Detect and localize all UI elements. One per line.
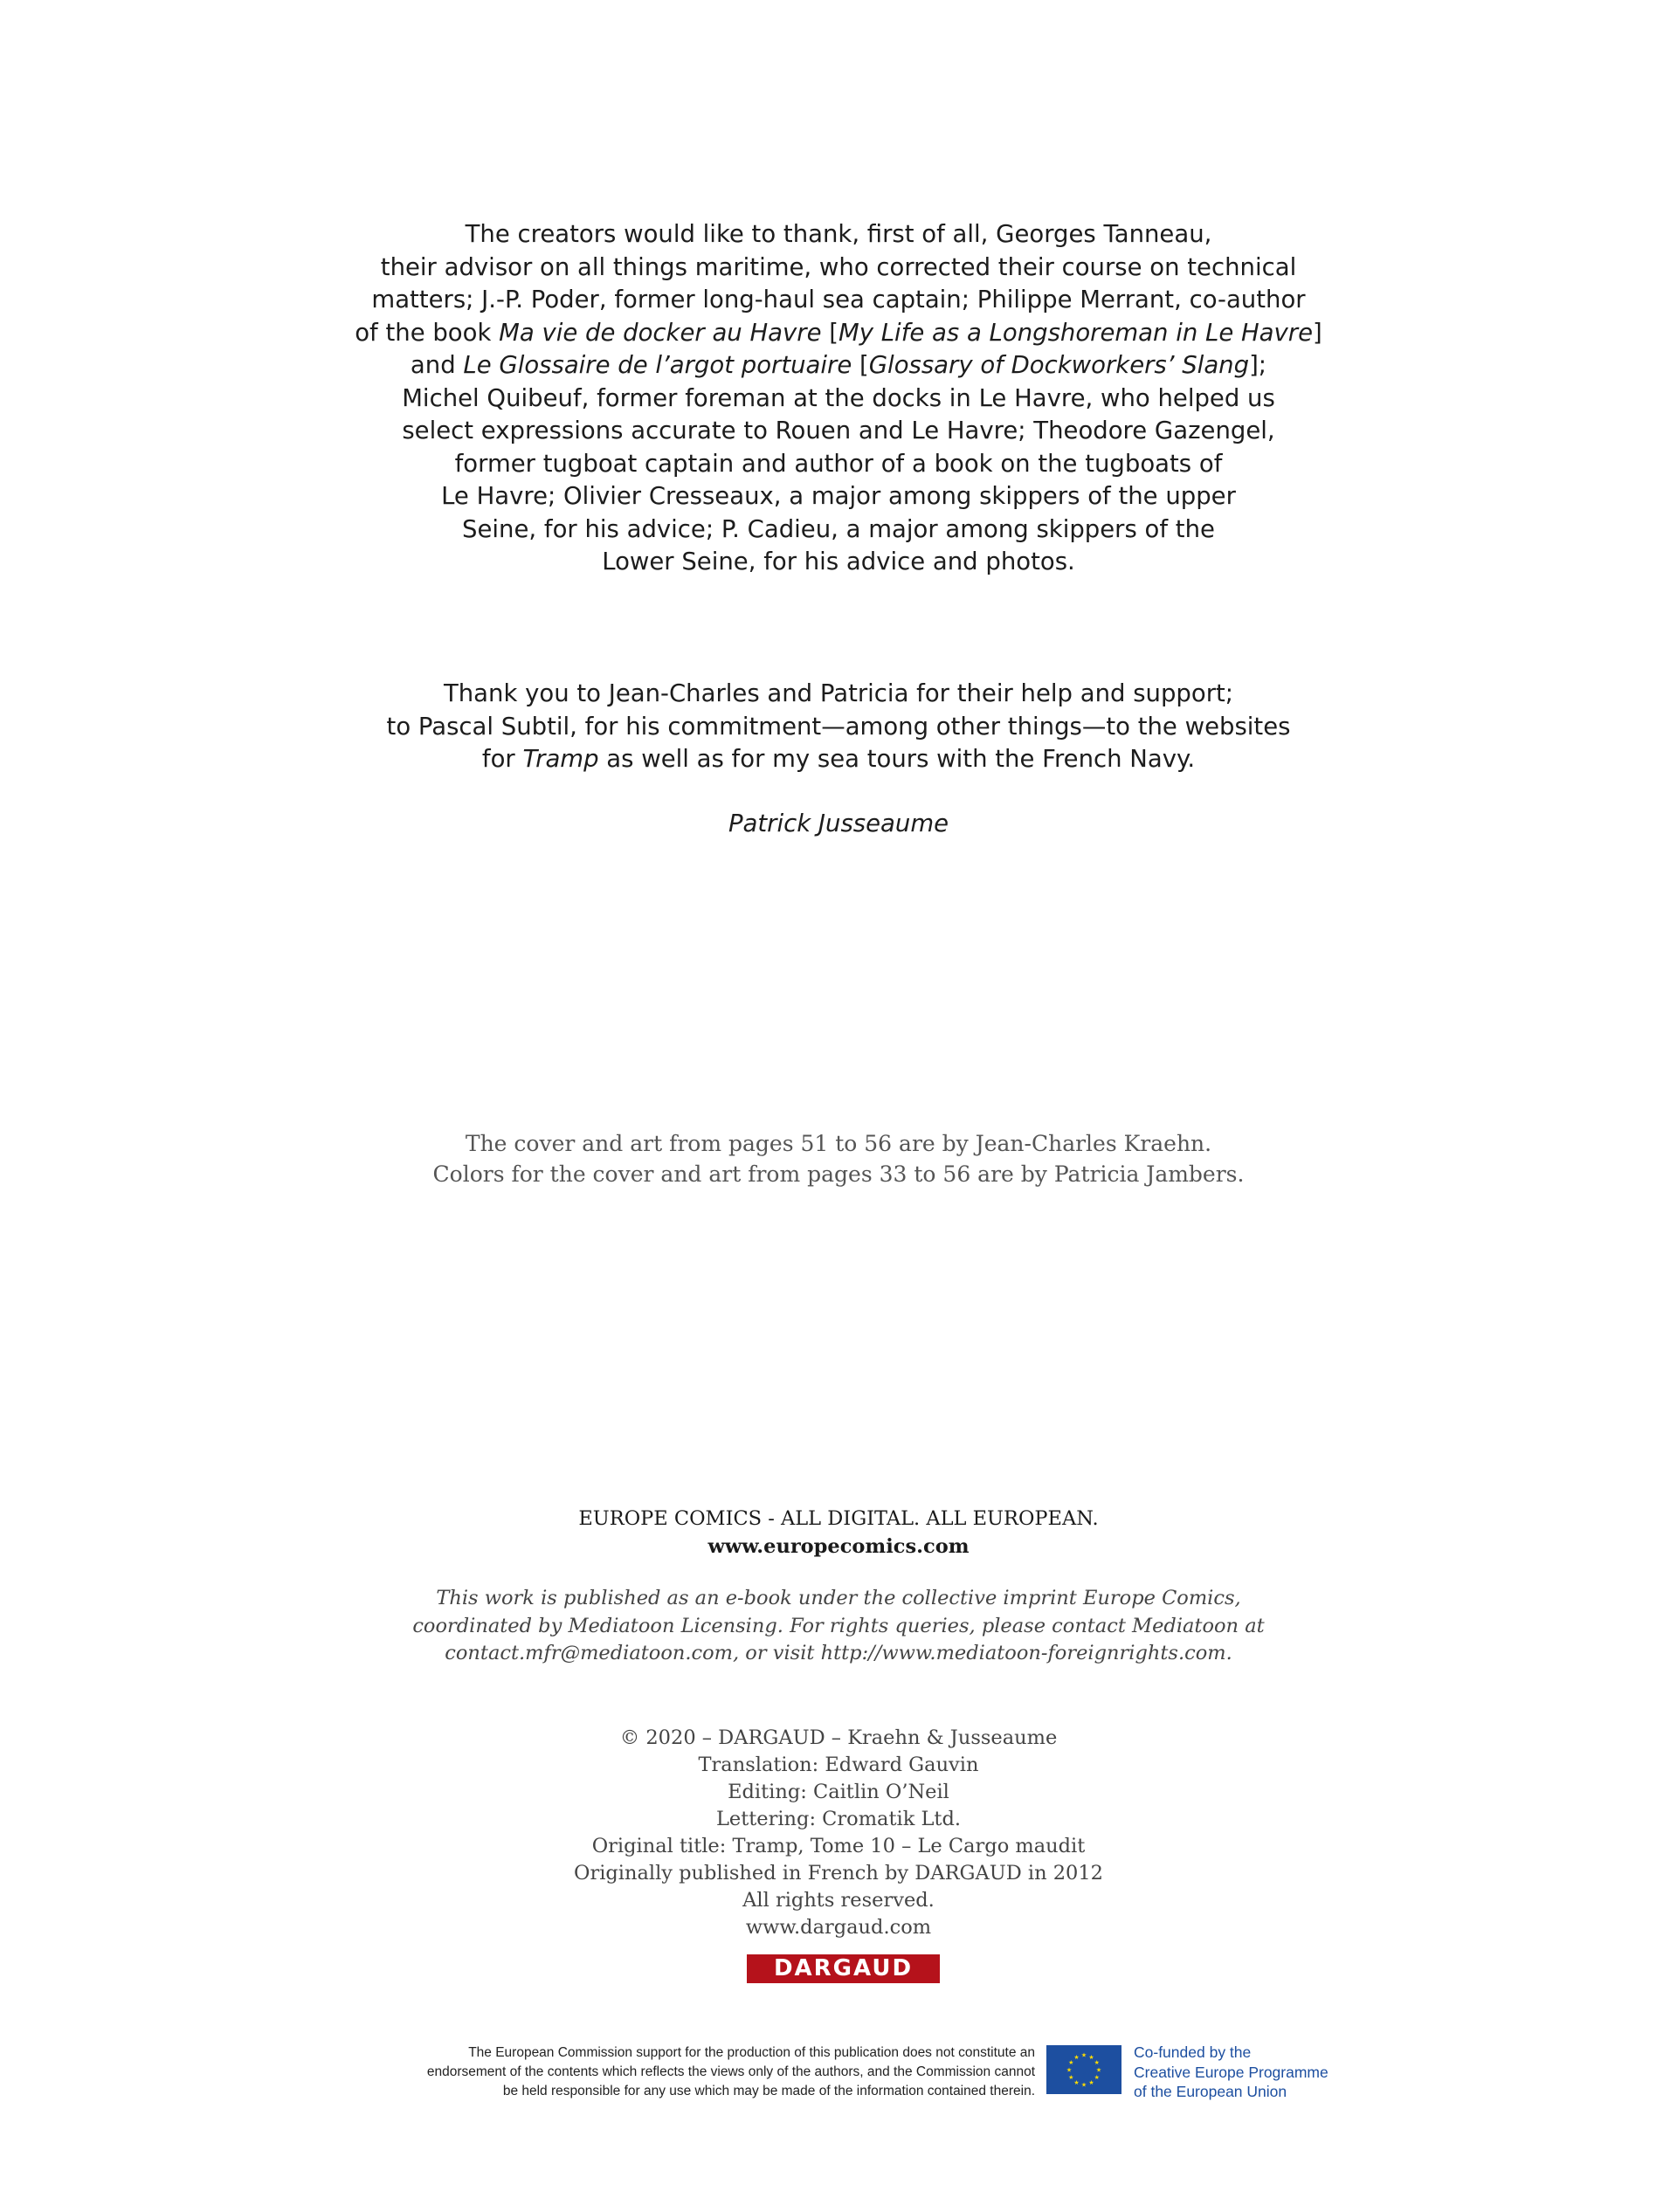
eu-flag-stars	[1046, 2045, 1121, 2094]
imprint-line: contact.mfr@mediatoon.com, or visit http://www.mediatoon-foreignrights.com.	[445, 1642, 1232, 1664]
original-publication: Originally published in French by DARGAUD in 2012	[574, 1862, 1103, 1885]
credit-line: The cover and art from pages 51 to 56 are by Jean-Charles Kraehn.	[465, 1131, 1212, 1156]
dargaud-logo	[747, 1954, 940, 1983]
imprint-line: This work is published as an e-book under the collective imprint Europe Comics,	[436, 1587, 1241, 1609]
ack-text: as well as for my sea tours with the French Navy.	[598, 745, 1196, 773]
translation-credit: Translation: Edward Gauvin	[698, 1754, 979, 1776]
ack-line	[0, 317, 1677, 350]
coop-line: of the European Union	[1134, 2083, 1287, 2100]
ack-text: [	[852, 351, 869, 379]
glossary-title-english: Glossary of Dockworkers’ Slang	[868, 351, 1250, 379]
dargaud-url[interactable]: www.dargaud.com	[745, 1916, 932, 1939]
colophon	[0, 1725, 1677, 1941]
eu-star-icon: ★	[1080, 2051, 1087, 2059]
eu-star-icon: ★	[1068, 2074, 1074, 2081]
ack-line: matters; J.-P. Poder, former long-haul sea captain; Philippe Merrant, co-author	[371, 286, 1306, 314]
eu-star-icon: ★	[1088, 2053, 1094, 2061]
ack-line: former tugboat captain and author of a book on the tugboats of	[454, 449, 1223, 478]
ack-line: their advisor on all things maritime, who corrected their course on technical	[380, 252, 1297, 281]
book-title-french: Ma vie de docker au Havre	[499, 318, 822, 347]
eu-star-icon: ★	[1088, 2079, 1094, 2087]
ack-line: Thank you to Jean-Charles and Patricia for their help and support;	[443, 679, 1234, 707]
ack-text: of the book	[355, 318, 500, 347]
dargaud-logo-text: DARGAUD	[773, 1955, 914, 1981]
copyright-line: © 2020 – DARGAUD – Kraehn & Jusseaume	[619, 1726, 1058, 1749]
eu-flag-icon	[1046, 2045, 1121, 2094]
glossary-title-french: Le Glossaire de l’argot portuaire	[463, 351, 852, 379]
publisher-tagline: EUROPE COMICS - ALL DIGITAL. ALL EUROPEAN.	[578, 1507, 1099, 1530]
series-title: Tramp	[522, 745, 599, 773]
coop-line: Creative Europe Programme	[1134, 2063, 1328, 2081]
eu-star-icon: ★	[1073, 2079, 1080, 2087]
ack-line	[0, 349, 1677, 382]
eu-star-icon: ★	[1095, 2066, 1102, 2074]
disclaimer-line: endorsement of the contents which reflects the views only of the authors, and the Commission cannot	[426, 2064, 1035, 2079]
publisher-info	[0, 1505, 1677, 1561]
author-signature: Patrick Jusseaume	[728, 810, 949, 837]
creative-europe-label	[1134, 2043, 1396, 2102]
eu-star-icon: ★	[1080, 2081, 1087, 2089]
eu-star-icon: ★	[1066, 2066, 1073, 2074]
ack-line: to Pascal Subtil, for his commitment—among other things—to the websites	[386, 712, 1291, 741]
imprint-line: coordinated by Mediatoon Licensing. For rights queries, please contact Mediatoon at	[412, 1614, 1265, 1637]
disclaimer-line: The European Commission support for the production of this publication does not constitute an	[468, 2045, 1035, 2060]
rights-reserved: All rights reserved.	[742, 1889, 935, 1912]
credit-line: Colors for the cover and art from pages 33 to 56 are by Patricia Jambers.	[432, 1161, 1245, 1187]
ack-text: for	[481, 745, 523, 773]
ack-line	[0, 743, 1677, 776]
eu-disclaimer	[332, 2043, 1035, 2101]
ack-line: The creators would like to thank, first of all, Georges Tanneau,	[465, 220, 1212, 248]
eu-star-icon: ★	[1068, 2059, 1074, 2066]
publisher-url[interactable]: www.europecomics.com	[707, 1535, 970, 1558]
coop-line: Co-funded by the	[1134, 2043, 1252, 2061]
original-title: Original title: Tramp, Tome 10 – Le Cargo maudit	[591, 1835, 1086, 1857]
ack-line: Michel Quibeuf, former foreman at the docks in Le Havre, who helped us	[402, 383, 1275, 412]
ack-line: Seine, for his advice; P. Cadieu, a major among skippers of the	[462, 514, 1215, 543]
eu-star-icon: ★	[1094, 2059, 1100, 2066]
ack-text: [	[821, 318, 838, 347]
acknowledgements-main	[0, 218, 1677, 579]
ack-text: ];	[1249, 351, 1267, 379]
ack-line: Lower Seine, for his advice and photos.	[602, 548, 1075, 575]
book-title-english: My Life as a Longshoreman in Le Havre	[838, 318, 1314, 347]
disclaimer-line: be held responsible for any use which may be made of the information contained therein.	[502, 2084, 1035, 2098]
art-credits	[0, 1128, 1677, 1189]
ack-text: and	[410, 351, 464, 379]
ack-line: Le Havre; Olivier Cresseaux, a major among skippers of the upper	[441, 482, 1236, 510]
imprint-note	[0, 1585, 1677, 1668]
lettering-credit: Lettering: Cromatik Ltd.	[715, 1808, 962, 1830]
eu-star-icon: ★	[1094, 2074, 1100, 2081]
ack-line: select expressions accurate to Rouen and Le Havre; Theodore Gazengel,	[402, 417, 1275, 444]
eu-star-icon: ★	[1073, 2053, 1080, 2061]
ack-text: ]	[1313, 318, 1322, 347]
acknowledgements-personal	[0, 678, 1677, 776]
editing-credit: Editing: Caitlin O’Neil	[728, 1781, 949, 1803]
